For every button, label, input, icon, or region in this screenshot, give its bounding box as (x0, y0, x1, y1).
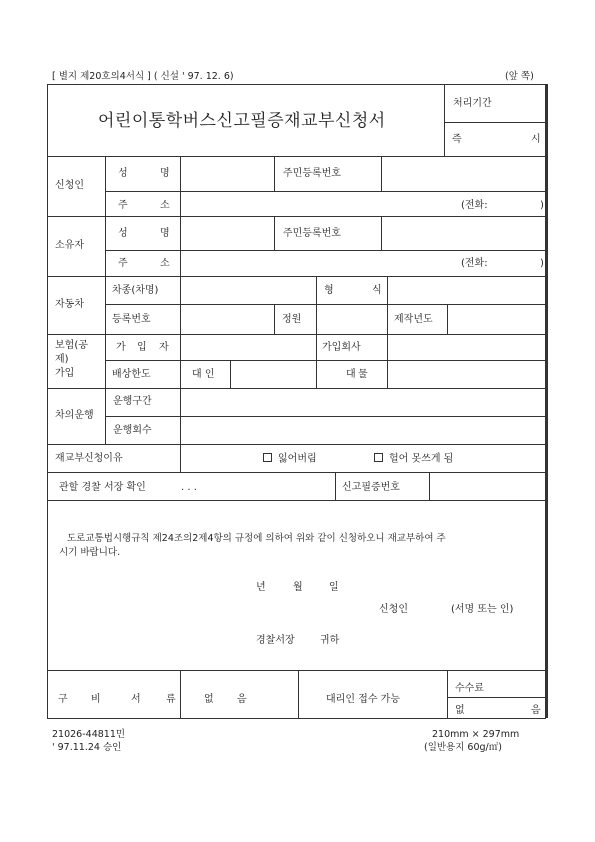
owner-phone-label: (전화: (461, 258, 488, 269)
reason-option-damaged[interactable] (374, 454, 453, 465)
paper-size: 210mm × 297mm (432, 729, 520, 740)
applicant-section-label: 신청인 (55, 180, 84, 191)
date-month-label: 월 (293, 582, 303, 593)
operation-count-field[interactable] (181, 419, 544, 441)
damaged-checkbox[interactable] (374, 453, 383, 462)
required-docs-label-4: 류 (166, 694, 176, 705)
insurance-per-object-field[interactable] (388, 364, 544, 386)
vehicle-capacity-field[interactable] (317, 308, 386, 332)
reason-option-lost[interactable] (263, 454, 317, 465)
insurance-section-label-1: 보험(공 (55, 340, 88, 351)
vehicle-year-field[interactable] (448, 308, 544, 332)
vehicle-type-field[interactable] (388, 280, 544, 302)
insurance-per-object-label-1: 대 (346, 369, 356, 380)
owner-name-field[interactable] (181, 220, 273, 248)
owner-name-label-2: 명 (160, 228, 170, 239)
statement-line-1: 도로교통법시행규칙 제24조의2제4항의 규정에 의하여 위와 같이 신청하오니 재교부하여 주 (67, 533, 446, 544)
applicant-name-field[interactable] (181, 160, 273, 188)
required-docs-value-2: 음 (237, 694, 247, 705)
operation-route-field[interactable] (181, 391, 544, 413)
recipient-label: 경찰서장 (256, 635, 295, 646)
lost-checkbox-label: 잃어버림 (278, 453, 317, 465)
required-docs-label-1: 구 (58, 694, 68, 705)
applicant-rrn-label: 주민등록번호 (283, 168, 341, 179)
required-docs-label-2: 비 (91, 694, 101, 705)
certificate-number-label: 신고필증번호 (342, 482, 400, 493)
vehicle-section-label: 자동차 (55, 299, 84, 310)
form-code: 21026-44811민 (52, 729, 126, 740)
vehicle-year-label: 제작년도 (394, 314, 433, 325)
operation-count-label: 운행회수 (113, 425, 152, 436)
statement-line-2: 시기 바랍니다. (59, 547, 121, 558)
applicant-rrn-field[interactable] (382, 160, 544, 188)
reason-label: 재교부신청이유 (55, 453, 123, 464)
applicant-phone-label: (전화: (461, 200, 488, 211)
insurance-subscriber-label-2: 입 (137, 342, 147, 353)
fee-value-2: 음 (531, 705, 541, 716)
insurance-coverage-label: 배상한도 (112, 369, 151, 380)
fee-value-1: 없 (455, 705, 465, 716)
owner-address-label-1: 주 (118, 258, 128, 269)
insurance-company-label: 가입회사 (322, 342, 361, 353)
form-number: [ 별지 제20호의4서식 ] ( 신설 ' 97. 12. 6) (52, 71, 234, 82)
date-year-label: 년 (256, 582, 266, 593)
vehicle-capacity-label: 정원 (282, 314, 302, 325)
page-side-label: (앞 쪽) (505, 71, 534, 82)
insurance-per-person-label: 대 인 (192, 369, 215, 380)
vehicle-reg-no-label: 등록번호 (112, 314, 151, 325)
signature-applicant-label: 신청인 (379, 604, 408, 615)
insurance-section-label-3: 가입 (55, 368, 75, 379)
recipient-honorific: 귀하 (320, 635, 340, 646)
insurance-section-label-2: 제) (55, 354, 69, 365)
applicant-name-label-2: 명 (160, 168, 170, 179)
processing-period-value-1: 즉 (452, 134, 462, 145)
paper-type: (일반용지 60g/㎡) (424, 742, 502, 753)
owner-rrn-field[interactable] (382, 220, 544, 248)
applicant-address-label-2: 소 (160, 200, 170, 211)
insurance-subscriber-label-1: 가 (116, 342, 126, 353)
insurance-per-person-field[interactable] (231, 364, 315, 386)
police-confirm-date[interactable]: . . . (181, 482, 197, 493)
vehicle-type-label-1: 형 (324, 285, 334, 296)
processing-period-label: 처리기간 (453, 98, 492, 109)
applicant-address-label-1: 주 (118, 200, 128, 211)
proxy-acceptance-note: 대리인 접수 가능 (326, 694, 400, 705)
form-title: 어린이통학버스신고필증재교부신청서 (98, 111, 386, 131)
fee-label: 수수료 (455, 683, 484, 694)
operation-section-label: 차의운행 (55, 410, 94, 421)
lost-checkbox[interactable] (263, 453, 272, 462)
required-docs-value-1: 없 (204, 694, 214, 705)
insurance-company-field[interactable] (388, 337, 544, 359)
owner-section-label: 소유자 (55, 240, 84, 251)
insurance-subscriber-label-3: 자 (159, 342, 169, 353)
owner-name-label-1: 성 (118, 228, 128, 239)
approval-date: ' 97.11.24 승인 (52, 742, 122, 753)
owner-phone-close: ) (540, 258, 544, 269)
damaged-checkbox-label: 헐어 못쓰게 됨 (389, 453, 454, 465)
applicant-address-field[interactable] (181, 194, 441, 214)
vehicle-model-label: 차종(차명) (112, 285, 159, 296)
operation-route-label: 운행구간 (113, 396, 152, 407)
insurance-per-object-label-2: 물 (358, 369, 368, 380)
processing-period-value-2: 시 (531, 134, 541, 145)
date-day-label: 일 (329, 582, 339, 593)
applicant-phone-close: ) (540, 200, 544, 211)
required-docs-label-3: 서 (131, 694, 141, 705)
certificate-number-field[interactable] (430, 476, 544, 498)
owner-address-label-2: 소 (160, 258, 170, 269)
vehicle-model-field[interactable] (181, 280, 315, 302)
police-confirm-label: 관할 경찰 서장 확인 (59, 482, 146, 493)
applicant-name-label-1: 성 (118, 168, 128, 179)
owner-address-field[interactable] (181, 253, 441, 273)
vehicle-type-label-2: 식 (372, 285, 382, 296)
insurance-subscriber-field[interactable] (181, 337, 315, 359)
signature-instruction: (서명 또는 인) (451, 604, 514, 615)
vehicle-reg-no-field[interactable] (181, 308, 273, 332)
owner-rrn-label: 주민등록번호 (283, 228, 341, 239)
